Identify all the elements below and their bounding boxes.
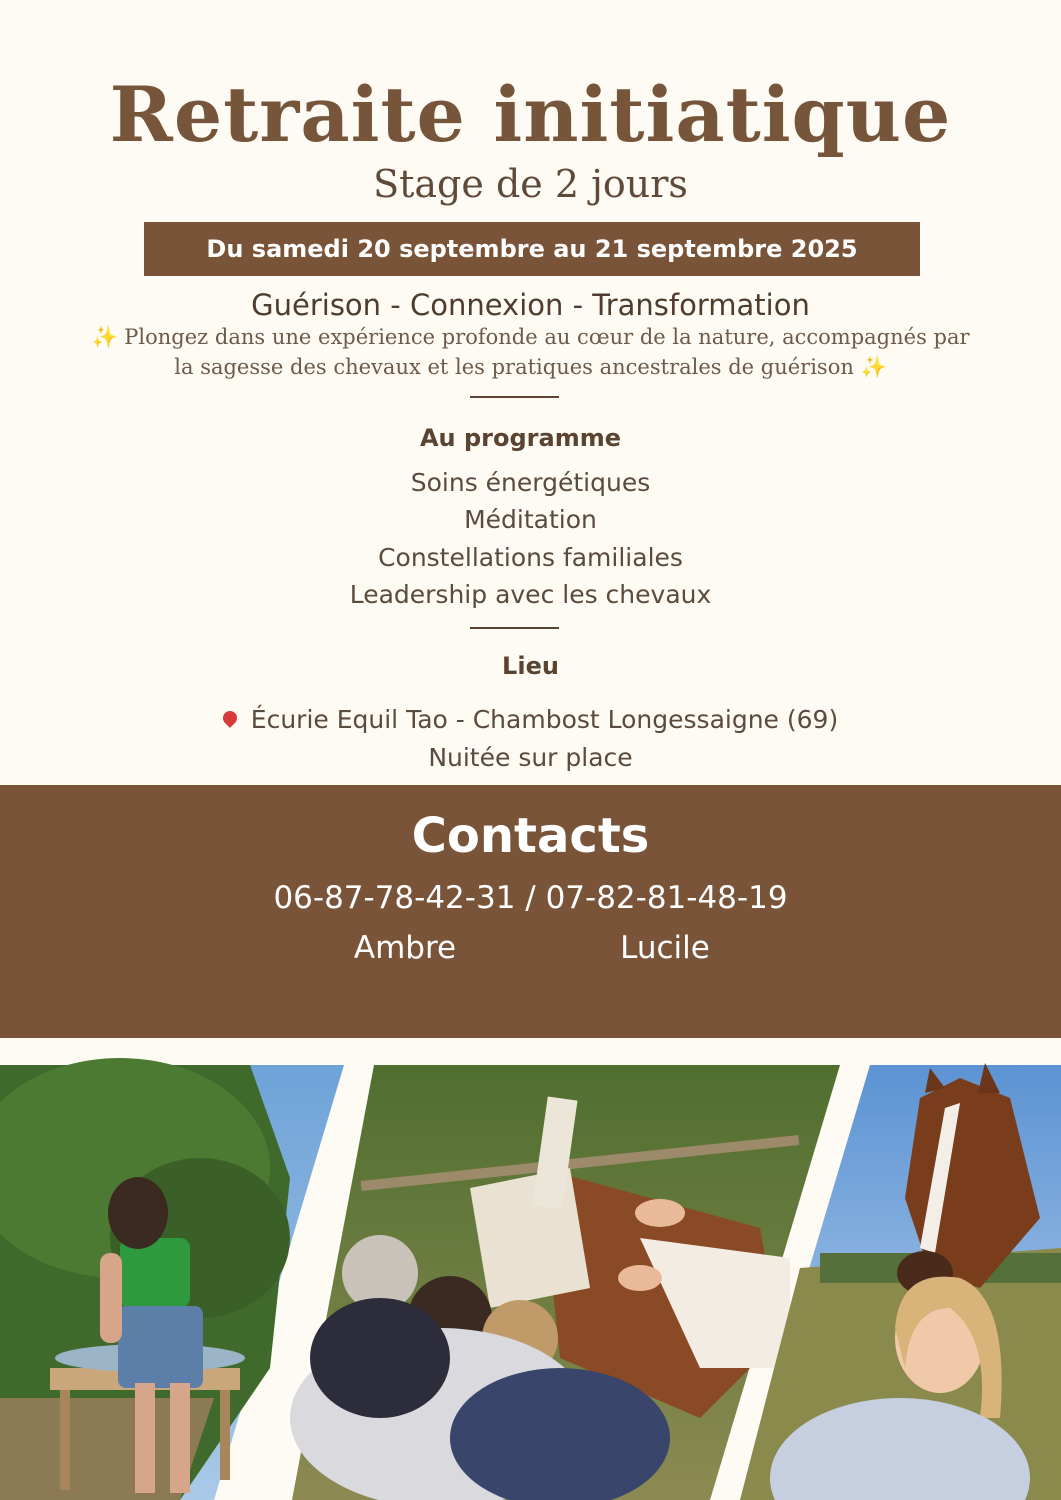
contacts-heading: Contacts (411, 808, 650, 864)
lieu-address-row (0, 705, 1061, 734)
programme-heading: Au programme (419, 424, 622, 452)
tagline: Guérison - Connexion - Transformation (251, 288, 810, 322)
intro-text (60, 322, 1001, 382)
lieu-heading: Lieu (502, 652, 559, 680)
contact-name-lucile: Lucile (620, 930, 710, 966)
divider (470, 627, 559, 629)
contact-phones: 06-87-78-42-31 / 07-82-81-48-19 (273, 880, 788, 916)
programme-item: Leadership avec les chevaux (349, 580, 712, 609)
sparkle-icon: ✨ (860, 355, 887, 379)
subtitle: Stage de 2 jours (373, 162, 688, 206)
photo-collage (0, 1038, 1061, 1500)
divider (470, 396, 559, 398)
programme-item: Constellations familiales (378, 543, 683, 572)
intro-line-2: la sagesse des chevaux et les pratiques ancestrales de guérison (174, 355, 854, 379)
programme-item: Soins énergétiques (410, 468, 651, 497)
intro-line-1: Plongez dans une expérience profonde au cœur de la nature, accompagnés par (124, 325, 970, 349)
date-banner: Du samedi 20 septembre au 21 septembre 2025 (144, 222, 920, 276)
lieu-address: Écurie Equil Tao - Chambost Longessaigne (69) (250, 705, 839, 734)
contact-name-ambre: Ambre (353, 930, 457, 966)
sparkle-icon: ✨ (91, 325, 118, 349)
lieu-note: Nuitée sur place (428, 743, 633, 772)
programme-item: Méditation (464, 505, 597, 534)
page-title: Retraite initiatique (109, 70, 952, 159)
location-pin-icon (220, 708, 240, 728)
